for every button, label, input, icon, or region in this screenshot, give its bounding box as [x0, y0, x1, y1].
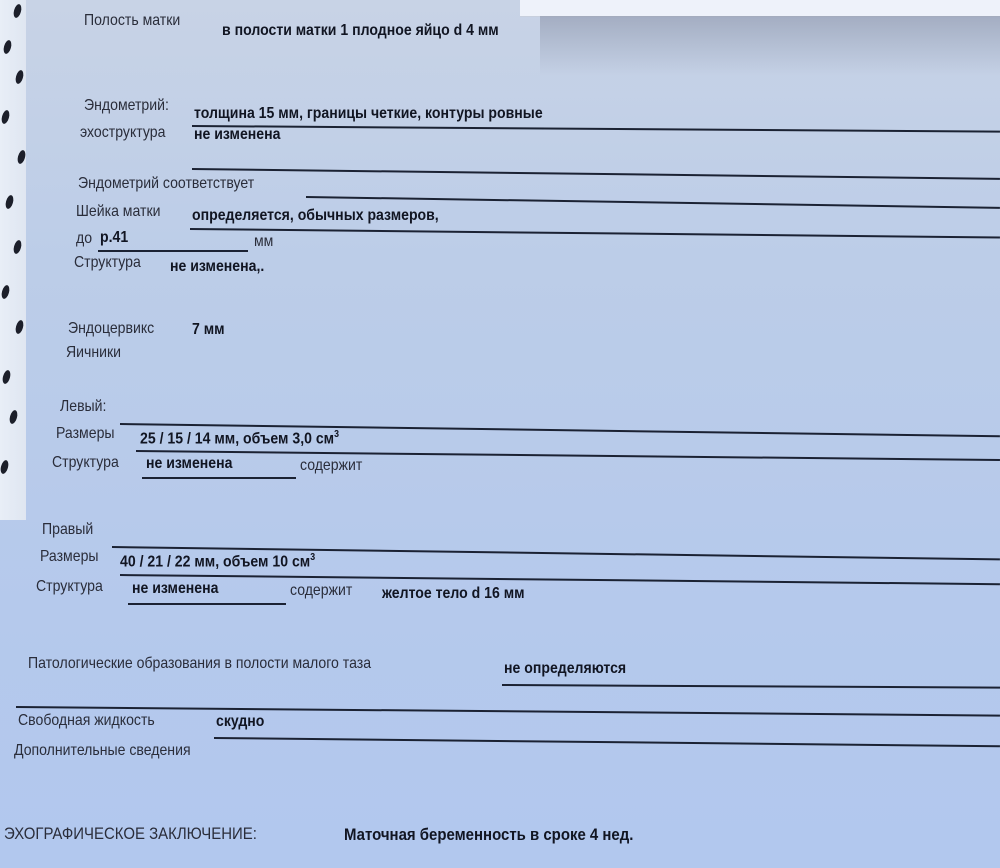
background-fabric — [0, 0, 26, 520]
pathology-label: Патологические образования в полости малого таза — [28, 655, 372, 672]
left-ovary-size-label: Размеры — [56, 425, 115, 442]
endometrium-corresponds-label: Эндометрий соответствует — [78, 175, 255, 192]
left-ovary-size-value: 25 / 15 / 14 мм, объем 3,0 $см^3$ — [140, 429, 340, 448]
echostructure-label: эхоструктура — [80, 124, 166, 141]
additional-info-label: Дополнительные сведения — [14, 742, 191, 759]
right-ovary-contains-value: желтое тело d 16 мм — [382, 585, 525, 602]
right-ovary-size-value: 40 / 21 / 22 мм, объем 10 $см^3$ — [120, 552, 316, 571]
underline — [142, 477, 296, 479]
conclusion-label: ЭХОГРАФИЧЕСКОЕ ЗАКЛЮЧЕНИЕ: — [4, 824, 257, 843]
right-ovary-contains-label: содержит — [290, 582, 353, 599]
right-ovary-label: Правый — [42, 521, 94, 538]
left-ovary-structure-label: Структура — [52, 454, 119, 471]
right-ovary-structure-label: Структура — [36, 578, 103, 595]
overlapping-sheet — [520, 0, 1000, 17]
underline — [128, 603, 286, 605]
free-fluid-label: Свободная жидкость — [18, 712, 155, 729]
underline — [120, 574, 1000, 585]
cervix-size-value: р.41 — [100, 229, 129, 246]
cervix-structure-label: Структура — [74, 254, 141, 271]
underline — [502, 684, 1000, 688]
underline — [98, 250, 248, 252]
cervix-structure-value: не изменена,. — [170, 258, 265, 275]
right-ovary-structure-value: не изменена — [132, 580, 219, 597]
uterine-cavity-value: в полости матки 1 плодное яйцо d 4 мм — [222, 22, 499, 39]
underline — [192, 125, 1000, 132]
endometrium-value: толщина 15 мм, границы четкие, контуры ровные — [194, 105, 543, 122]
underline — [136, 450, 1000, 461]
left-ovary-contains-label: содержит — [300, 457, 363, 474]
sheet-shadow — [540, 16, 1000, 76]
cervix-label: Шейка матки — [76, 203, 161, 220]
pathology-value: не определяются — [504, 660, 627, 677]
endometrium-label: Эндометрий: — [84, 97, 169, 114]
left-ovary-label: Левый: — [60, 398, 107, 415]
endocervix-value: 7 мм — [192, 321, 225, 338]
ovaries-heading: Яичники — [66, 344, 122, 361]
right-ovary-size-label: Размеры — [40, 548, 99, 565]
underline — [214, 737, 1000, 747]
conclusion-value: Маточная беременность в сроке 4 нед. — [344, 825, 634, 844]
echostructure-value: не изменена — [194, 126, 281, 143]
left-ovary-structure-value: не изменена — [146, 455, 233, 472]
cervix-value: определяется, обычных размеров, — [192, 207, 439, 224]
underline — [192, 168, 1000, 179]
underline — [16, 706, 1000, 716]
free-fluid-value: скудно — [216, 713, 265, 730]
cervix-size-unit: мм — [254, 233, 274, 250]
cervix-size-label: до — [76, 230, 93, 247]
uterine-cavity-label: Полость матки — [84, 12, 181, 29]
endocervix-label: Эндоцервикс — [68, 320, 155, 337]
underline — [190, 228, 1000, 238]
